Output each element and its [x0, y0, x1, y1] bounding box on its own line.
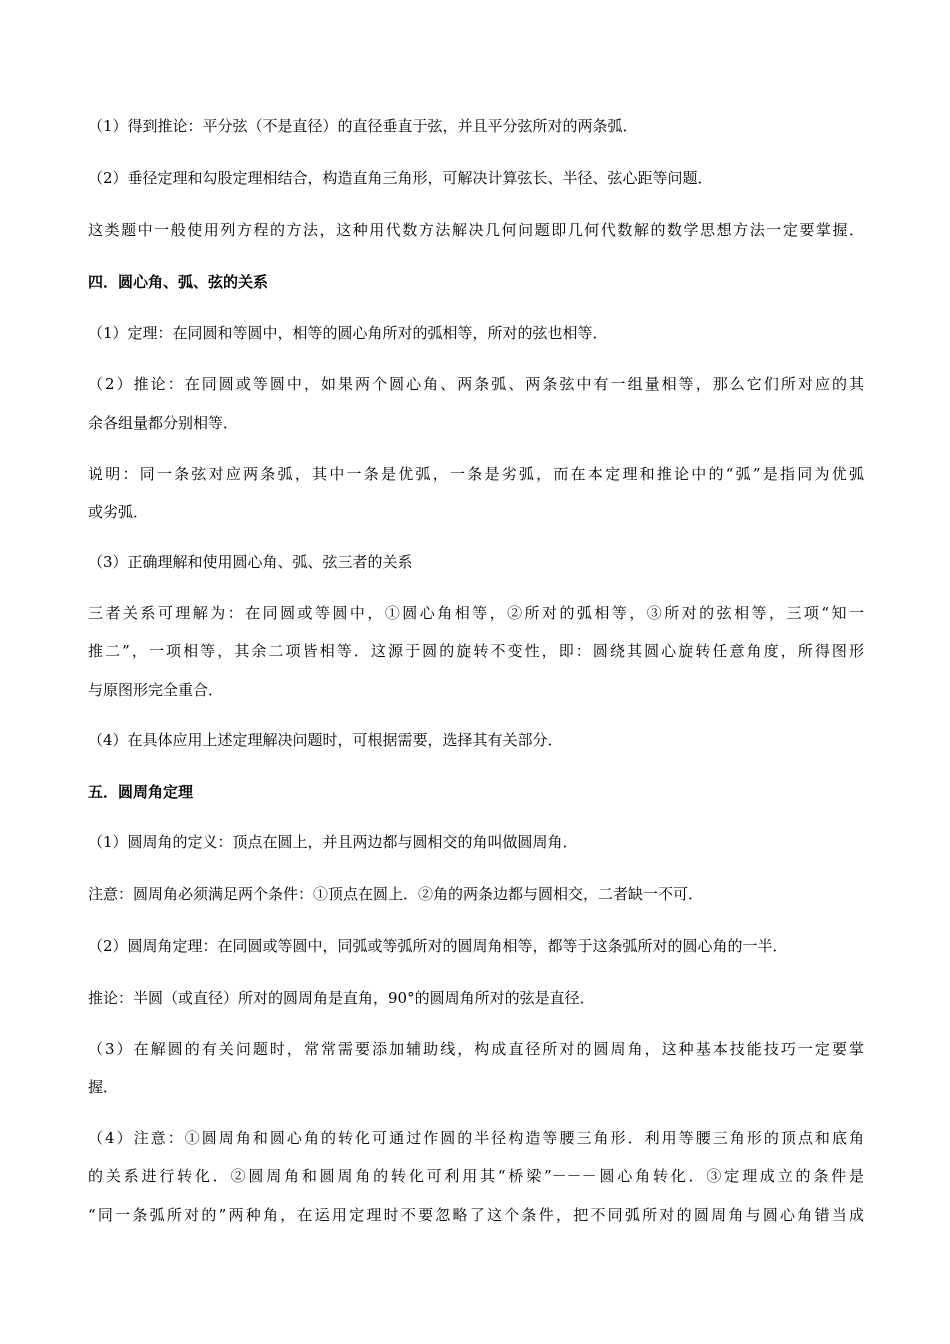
paragraph-line: （1）圆周角的定义：顶点在圆上，并且两边都与圆相交的角叫做圆周角． [88, 833, 578, 851]
paragraph-line: （1）得到推论：平分弦（不是直径）的直径垂直于弦，并且平分弦所对的两条弧． [88, 117, 638, 135]
paragraph-line: （1）定理：在同圆和等圆中，相等的圆心角所对的弧相等，所对的弦也相等． [88, 324, 608, 342]
paragraph-line: 三者关系可理解为：在同圆或等圆中，①圆心角相等，②所对的弧相等，③所对的弦相等，三项“知一 [88, 604, 864, 622]
paragraph-line: “同一条弧所对的”两种角，在运用定理时不要忽略了这个条件，把不同弧所对的圆周角与圆心角错当成 [88, 1206, 864, 1224]
paragraph-line: 或劣弧． [88, 503, 149, 521]
paragraph-line: 注意：圆周角必须满足两个条件：①顶点在圆上．②角的两条边都与圆相交，二者缺一不可． [88, 885, 704, 903]
paragraph-line: （2）圆周角定理：在同圆或等圆中，同弧或等弧所对的圆周角相等，都等于这条弧所对的圆心角的一半． [88, 937, 788, 955]
paragraph-line: （3）在解圆的有关问题时，常常需要添加辅助线，构成直径所对的圆周角，这种基本技能技巧一定要掌 [88, 1040, 864, 1058]
paragraph-line: 推二”，一项相等，其余二项皆相等．这源于圆的旋转不变性，即：圆绕其圆心旋转任意角度，所得图形 [88, 642, 864, 660]
paragraph-line: 握． [88, 1078, 119, 1096]
paragraph-line: （3）正确理解和使用圆心角、弧、弦三者的关系 [88, 553, 413, 571]
section-heading: 五．圆周角定理 [88, 783, 194, 801]
paragraph-line: 说明：同一条弦对应两条弧，其中一条是优弧，一条是劣弧，而在本定理和推论中的“弧”是指同为优弧 [88, 465, 864, 483]
paragraph-line: （4）注意：①圆周角和圆心角的转化可通过作圆的半径构造等腰三角形．利用等腰三角形的顶点和底角 [88, 1129, 864, 1147]
section-heading: 四．圆心角、弧、弦的关系 [88, 273, 269, 291]
paragraph-line: 与原图形完全重合． [88, 681, 224, 699]
paragraph-line: 推论：半圆（或直径）所对的圆周角是直角，90°的圆周角所对的弦是直径． [88, 989, 595, 1007]
paragraph-line: （2）垂径定理和勾股定理相结合，构造直角三角形，可解决计算弦长、半径、弦心距等问题． [88, 169, 713, 187]
paragraph-line: 的关系进行转化．②圆周角和圆周角的转化可利用其“桥梁”－－－圆心角转化．③定理成立的条件是 [88, 1167, 864, 1185]
paragraph-line: 这类题中一般使用列方程的方法，这种用代数方法解决几何问题即几何代数解的数学思想方法一定要掌握． [88, 221, 864, 239]
paragraph-line: （4）在具体应用上述定理解决问题时，可根据需要，选择其有关部分． [88, 731, 563, 749]
paragraph-line: （2）推论：在同圆或等圆中，如果两个圆心角、两条弧、两条弦中有一组量相等，那么它们所对应的其 [88, 375, 864, 393]
paragraph-line: 余各组量都分别相等． [88, 414, 239, 432]
